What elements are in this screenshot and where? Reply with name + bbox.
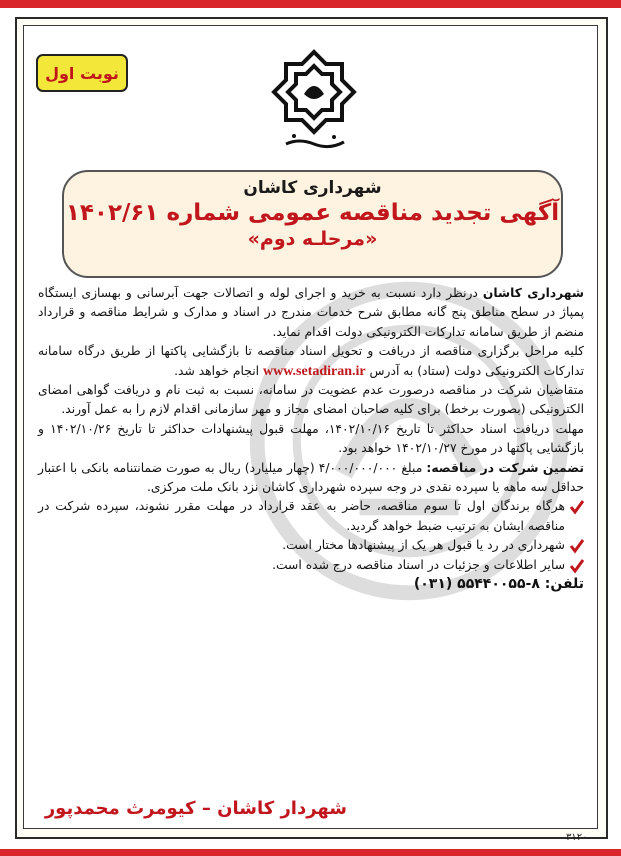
red-check-icon <box>570 558 584 574</box>
ad-code: ۳۱۲۰ <box>566 832 588 843</box>
tender-title: آگهی تجدید مناقصه عمومی شماره ۱۴۰۲/۶۱ <box>65 200 560 226</box>
process-text: کلیه مراحل برگزاری مناقصه از دریافت و تحویل اسناد مناقصه تا بازگشایی پاکتها از طریق درگاه سامانه تدارکات الکترونیکی دولت (ستاد) به آدرس <box>38 344 584 378</box>
top-red-bar <box>0 0 621 8</box>
guarantee-lead: تضمین شرکت در مناقصه: <box>426 460 584 475</box>
paragraph-registration: متقاضیان شرکت در مناقصه درصورت عدم عضویت در سامانه، نسبت به ثبت نام و دریافت گواهی امضای الکترونیکی (بصورت برخط) برای کلیه صاحبان امضای مجاز و مهر سازمانی اقدام لازم را به عمل آورند. <box>38 383 584 417</box>
notice-panel <box>23 25 598 843</box>
bullet-item <box>38 536 584 555</box>
red-check-icon <box>570 499 584 515</box>
phone-number[interactable]: (۰۳۱) ۵۵۴۴۰۰۵۵-۸ <box>413 576 540 593</box>
red-check-icon <box>570 538 584 554</box>
bullet-item <box>38 497 584 536</box>
paragraph-process <box>38 342 584 381</box>
title-box <box>62 170 563 278</box>
notice-body <box>38 284 584 595</box>
phone-line <box>38 575 584 594</box>
bullet-text: شهرداری در رد یا قبول هر یک از پیشنهادها مختار است. <box>282 538 565 553</box>
intro-text: درنظر دارد نسبت به خرید و اجرای لوله و اتصالات جهت آبرسانی و بهسازی ایستگاه پمپاژ در سطح مناطق پنج گانه مطابق شرح خدمات مندرج در اسناد و مدارک و شرایط مناقصه و قرارداد منضم از طریق سامانه تدارکات الکترونیکی دولت اقدام نماید. <box>38 286 584 339</box>
paragraph-deadlines: مهلت دریافت اسناد حداکثر تا تاریخ ۱۴۰۲/۱۰/۱۶، مهلت قبول پیشنهادات حداکثر تا تاریخ ۱۴۰۲/۱۰/۲۶ و بازگشایی پاکتها در مورخ ۱۴۰۲/۱۰/۲۷ خواهد بود. <box>38 421 584 456</box>
bottom-red-bar <box>0 849 621 856</box>
paragraph-guarantee <box>38 459 584 498</box>
phone-label: تلفن: <box>544 576 584 593</box>
organization-name: شهرداری کاشان <box>243 178 382 198</box>
process-end: انجام خواهد شد. <box>174 363 263 378</box>
kashan-municipality-logo-icon <box>264 46 364 156</box>
tender-stage: «مرحلـه دوم» <box>247 228 378 250</box>
paragraph-intro <box>38 284 584 342</box>
intro-lead: شهرداری کاشان <box>482 286 584 300</box>
bullet-text: هرگاه برندگان اول تا سوم مناقصه، حاضر به عقد قرارداد در مهلت مقرر نشوند، سپرده شرکت در مناقصه ایشان به ترتیب ضبط خواهد گردید. <box>38 499 565 533</box>
mayor-signature: شهردار کاشان – کیومرث محمدپور <box>44 798 347 819</box>
bullet-text: سایر اطلاعات و جزئیات در اسناد مناقصه درج شده است. <box>272 557 565 572</box>
setad-url-link[interactable]: www.setadiran.ir <box>262 363 366 379</box>
guarantee-text: مبلغ ۴/۰۰۰/۰۰۰/۰۰۰ (چهار میلیارد) ریال به صورت ضمانتنامه بانکی با اعتبار حداقل سه ماهه یا سپرده نقدی در وجه سپرده شهرداری کاشان نزد بانک ملت مرکزی. <box>38 460 584 495</box>
bullet-item <box>38 556 584 575</box>
badge-label: نوبت اول <box>45 63 119 83</box>
publication-round-badge <box>36 54 128 92</box>
